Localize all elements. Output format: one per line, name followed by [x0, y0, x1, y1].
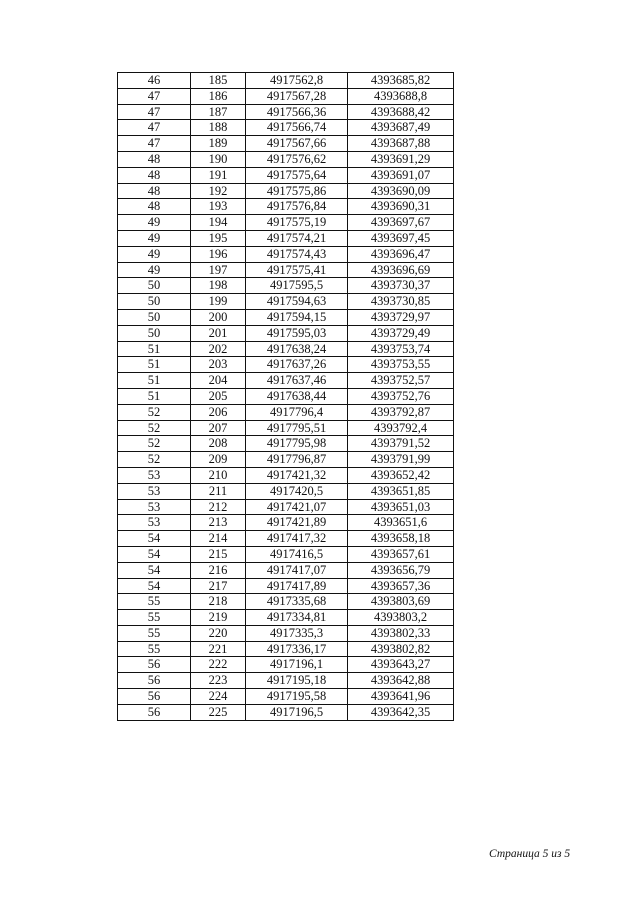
contour-number-cell: 53 [118, 483, 191, 499]
x-coordinate-cell: 4917795,51 [246, 420, 348, 436]
y-coordinate-cell: 4393691,07 [348, 167, 454, 183]
y-coordinate-cell: 4393791,99 [348, 452, 454, 468]
table-row [118, 309, 454, 325]
x-coordinate-cell: 4917196,5 [246, 704, 348, 720]
table-row [118, 483, 454, 499]
contour-number-cell: 55 [118, 641, 191, 657]
table-row [118, 436, 454, 452]
y-coordinate-cell: 4393642,35 [348, 704, 454, 720]
y-coordinate-cell: 4393657,61 [348, 546, 454, 562]
x-coordinate-cell: 4917421,89 [246, 515, 348, 531]
table-row [118, 704, 454, 720]
table-row [118, 246, 454, 262]
y-coordinate-cell: 4393792,87 [348, 404, 454, 420]
x-coordinate-cell: 4917416,5 [246, 546, 348, 562]
x-coordinate-cell: 4917417,32 [246, 531, 348, 547]
table-row [118, 388, 454, 404]
y-coordinate-cell: 4393696,69 [348, 262, 454, 278]
x-coordinate-cell: 4917638,24 [246, 341, 348, 357]
table-row [118, 673, 454, 689]
coordinates-table [117, 72, 454, 721]
point-number-cell: 214 [191, 531, 246, 547]
table-row [118, 578, 454, 594]
point-number-cell: 194 [191, 215, 246, 231]
x-coordinate-cell: 4917567,28 [246, 88, 348, 104]
y-coordinate-cell: 4393730,37 [348, 278, 454, 294]
point-number-cell: 193 [191, 199, 246, 215]
y-coordinate-cell: 4393802,33 [348, 625, 454, 641]
point-number-cell: 201 [191, 325, 246, 341]
x-coordinate-cell: 4917637,26 [246, 357, 348, 373]
contour-number-cell: 54 [118, 562, 191, 578]
point-number-cell: 207 [191, 420, 246, 436]
x-coordinate-cell: 4917594,63 [246, 294, 348, 310]
y-coordinate-cell: 4393690,31 [348, 199, 454, 215]
point-number-cell: 185 [191, 73, 246, 89]
table-row [118, 199, 454, 215]
point-number-cell: 212 [191, 499, 246, 515]
y-coordinate-cell: 4393691,29 [348, 151, 454, 167]
point-number-cell: 210 [191, 467, 246, 483]
table-row [118, 357, 454, 373]
contour-number-cell: 49 [118, 246, 191, 262]
table-row [118, 467, 454, 483]
point-number-cell: 189 [191, 136, 246, 152]
table-row [118, 689, 454, 705]
contour-number-cell: 53 [118, 499, 191, 515]
table-row [118, 167, 454, 183]
x-coordinate-cell: 4917421,07 [246, 499, 348, 515]
point-number-cell: 211 [191, 483, 246, 499]
y-coordinate-cell: 4393730,85 [348, 294, 454, 310]
x-coordinate-cell: 4917575,19 [246, 215, 348, 231]
y-coordinate-cell: 4393658,18 [348, 531, 454, 547]
contour-number-cell: 48 [118, 151, 191, 167]
page-number: Страница 5 из 5 [489, 848, 571, 860]
contour-number-cell: 54 [118, 531, 191, 547]
table-row [118, 452, 454, 468]
table-row [118, 136, 454, 152]
table-row [118, 610, 454, 626]
point-number-cell: 192 [191, 183, 246, 199]
x-coordinate-cell: 4917595,5 [246, 278, 348, 294]
point-number-cell: 223 [191, 673, 246, 689]
contour-number-cell: 47 [118, 88, 191, 104]
table-row [118, 88, 454, 104]
contour-number-cell: 52 [118, 404, 191, 420]
y-coordinate-cell: 4393791,52 [348, 436, 454, 452]
table-row [118, 230, 454, 246]
x-coordinate-cell: 4917334,81 [246, 610, 348, 626]
table-row [118, 183, 454, 199]
contour-number-cell: 51 [118, 388, 191, 404]
y-coordinate-cell: 4393685,82 [348, 73, 454, 89]
y-coordinate-cell: 4393696,47 [348, 246, 454, 262]
x-coordinate-cell: 4917796,4 [246, 404, 348, 420]
point-number-cell: 186 [191, 88, 246, 104]
contour-number-cell: 55 [118, 625, 191, 641]
y-coordinate-cell: 4393729,49 [348, 325, 454, 341]
point-number-cell: 203 [191, 357, 246, 373]
contour-number-cell: 55 [118, 610, 191, 626]
contour-number-cell: 56 [118, 673, 191, 689]
x-coordinate-cell: 4917195,18 [246, 673, 348, 689]
point-number-cell: 206 [191, 404, 246, 420]
table-row [118, 278, 454, 294]
x-coordinate-cell: 4917417,07 [246, 562, 348, 578]
y-coordinate-cell: 4393688,8 [348, 88, 454, 104]
point-number-cell: 220 [191, 625, 246, 641]
table-row [118, 420, 454, 436]
x-coordinate-cell: 4917594,15 [246, 309, 348, 325]
y-coordinate-cell: 4393657,36 [348, 578, 454, 594]
x-coordinate-cell: 4917575,86 [246, 183, 348, 199]
table-row [118, 404, 454, 420]
point-number-cell: 190 [191, 151, 246, 167]
contour-number-cell: 56 [118, 657, 191, 673]
contour-number-cell: 50 [118, 278, 191, 294]
table-row [118, 325, 454, 341]
contour-number-cell: 49 [118, 230, 191, 246]
y-coordinate-cell: 4393753,55 [348, 357, 454, 373]
contour-number-cell: 56 [118, 704, 191, 720]
point-number-cell: 216 [191, 562, 246, 578]
y-coordinate-cell: 4393697,67 [348, 215, 454, 231]
point-number-cell: 208 [191, 436, 246, 452]
point-number-cell: 187 [191, 104, 246, 120]
y-coordinate-cell: 4393803,69 [348, 594, 454, 610]
x-coordinate-cell: 4917576,84 [246, 199, 348, 215]
point-number-cell: 204 [191, 373, 246, 389]
x-coordinate-cell: 4917420,5 [246, 483, 348, 499]
y-coordinate-cell: 4393652,42 [348, 467, 454, 483]
contour-number-cell: 49 [118, 262, 191, 278]
y-coordinate-cell: 4393697,45 [348, 230, 454, 246]
x-coordinate-cell: 4917335,68 [246, 594, 348, 610]
contour-number-cell: 52 [118, 436, 191, 452]
y-coordinate-cell: 4393803,2 [348, 610, 454, 626]
x-coordinate-cell: 4917576,62 [246, 151, 348, 167]
table-row [118, 625, 454, 641]
point-number-cell: 197 [191, 262, 246, 278]
table-row [118, 262, 454, 278]
contour-number-cell: 55 [118, 594, 191, 610]
contour-number-cell: 47 [118, 120, 191, 136]
point-number-cell: 195 [191, 230, 246, 246]
contour-number-cell: 49 [118, 215, 191, 231]
x-coordinate-cell: 4917421,32 [246, 467, 348, 483]
point-number-cell: 225 [191, 704, 246, 720]
point-number-cell: 209 [191, 452, 246, 468]
y-coordinate-cell: 4393729,97 [348, 309, 454, 325]
point-number-cell: 219 [191, 610, 246, 626]
y-coordinate-cell: 4393687,49 [348, 120, 454, 136]
table-row [118, 73, 454, 89]
contour-number-cell: 46 [118, 73, 191, 89]
table-row [118, 594, 454, 610]
point-number-cell: 217 [191, 578, 246, 594]
y-coordinate-cell: 4393688,42 [348, 104, 454, 120]
y-coordinate-cell: 4393792,4 [348, 420, 454, 436]
x-coordinate-cell: 4917566,74 [246, 120, 348, 136]
x-coordinate-cell: 4917574,43 [246, 246, 348, 262]
table-row [118, 515, 454, 531]
table-row [118, 499, 454, 515]
contour-number-cell: 50 [118, 294, 191, 310]
contour-number-cell: 51 [118, 341, 191, 357]
contour-number-cell: 53 [118, 467, 191, 483]
point-number-cell: 196 [191, 246, 246, 262]
x-coordinate-cell: 4917795,98 [246, 436, 348, 452]
point-number-cell: 213 [191, 515, 246, 531]
x-coordinate-cell: 4917195,58 [246, 689, 348, 705]
y-coordinate-cell: 4393752,76 [348, 388, 454, 404]
x-coordinate-cell: 4917574,21 [246, 230, 348, 246]
point-number-cell: 222 [191, 657, 246, 673]
contour-number-cell: 50 [118, 309, 191, 325]
coordinates-table-body [118, 73, 454, 721]
table-row [118, 215, 454, 231]
contour-number-cell: 52 [118, 420, 191, 436]
point-number-cell: 202 [191, 341, 246, 357]
x-coordinate-cell: 4917417,89 [246, 578, 348, 594]
y-coordinate-cell: 4393642,88 [348, 673, 454, 689]
point-number-cell: 215 [191, 546, 246, 562]
contour-number-cell: 48 [118, 199, 191, 215]
x-coordinate-cell: 4917575,64 [246, 167, 348, 183]
table-row [118, 657, 454, 673]
x-coordinate-cell: 4917335,3 [246, 625, 348, 641]
table-row [118, 104, 454, 120]
contour-number-cell: 52 [118, 452, 191, 468]
contour-number-cell: 48 [118, 183, 191, 199]
contour-number-cell: 48 [118, 167, 191, 183]
point-number-cell: 205 [191, 388, 246, 404]
table-row [118, 546, 454, 562]
x-coordinate-cell: 4917562,8 [246, 73, 348, 89]
contour-number-cell: 51 [118, 357, 191, 373]
point-number-cell: 198 [191, 278, 246, 294]
x-coordinate-cell: 4917336,17 [246, 641, 348, 657]
x-coordinate-cell: 4917566,36 [246, 104, 348, 120]
table-row [118, 641, 454, 657]
point-number-cell: 199 [191, 294, 246, 310]
contour-number-cell: 47 [118, 104, 191, 120]
x-coordinate-cell: 4917638,44 [246, 388, 348, 404]
contour-number-cell: 47 [118, 136, 191, 152]
point-number-cell: 221 [191, 641, 246, 657]
y-coordinate-cell: 4393651,85 [348, 483, 454, 499]
point-number-cell: 188 [191, 120, 246, 136]
y-coordinate-cell: 4393656,79 [348, 562, 454, 578]
table-row [118, 151, 454, 167]
y-coordinate-cell: 4393643,27 [348, 657, 454, 673]
y-coordinate-cell: 4393802,82 [348, 641, 454, 657]
table-row [118, 294, 454, 310]
y-coordinate-cell: 4393687,88 [348, 136, 454, 152]
point-number-cell: 224 [191, 689, 246, 705]
point-number-cell: 200 [191, 309, 246, 325]
point-number-cell: 218 [191, 594, 246, 610]
table-row [118, 531, 454, 547]
x-coordinate-cell: 4917595,03 [246, 325, 348, 341]
x-coordinate-cell: 4917575,41 [246, 262, 348, 278]
contour-number-cell: 54 [118, 546, 191, 562]
y-coordinate-cell: 4393641,96 [348, 689, 454, 705]
x-coordinate-cell: 4917637,46 [246, 373, 348, 389]
y-coordinate-cell: 4393690,09 [348, 183, 454, 199]
contour-number-cell: 54 [118, 578, 191, 594]
table-row [118, 562, 454, 578]
contour-number-cell: 53 [118, 515, 191, 531]
table-row [118, 341, 454, 357]
x-coordinate-cell: 4917196,1 [246, 657, 348, 673]
y-coordinate-cell: 4393752,57 [348, 373, 454, 389]
contour-number-cell: 56 [118, 689, 191, 705]
contour-number-cell: 51 [118, 373, 191, 389]
contour-number-cell: 50 [118, 325, 191, 341]
y-coordinate-cell: 4393753,74 [348, 341, 454, 357]
x-coordinate-cell: 4917567,66 [246, 136, 348, 152]
table-row [118, 120, 454, 136]
table-row [118, 373, 454, 389]
point-number-cell: 191 [191, 167, 246, 183]
y-coordinate-cell: 4393651,03 [348, 499, 454, 515]
x-coordinate-cell: 4917796,87 [246, 452, 348, 468]
y-coordinate-cell: 4393651,6 [348, 515, 454, 531]
